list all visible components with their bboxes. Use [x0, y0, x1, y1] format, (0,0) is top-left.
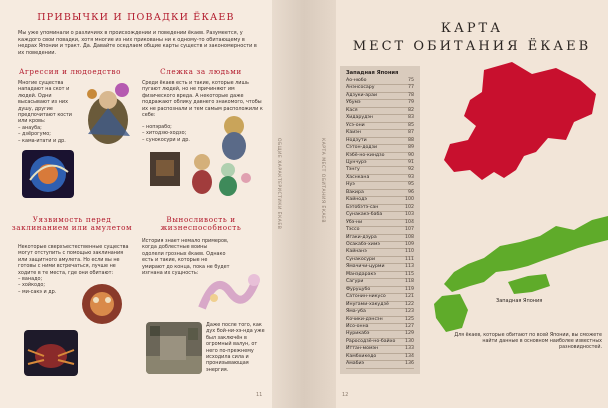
list-item: [346, 100, 414, 107]
right-page: [336, 0, 608, 408]
yokai-name: Анэнсосару: [346, 85, 375, 91]
yokai-name: Кайнанэ: [346, 249, 367, 255]
yokai-name: Сагури: [346, 279, 364, 285]
list-item: [346, 175, 414, 182]
list-item: [346, 279, 414, 286]
list-item: – анауба;: [18, 125, 76, 131]
list-item: – хитодзю-ходзо;: [142, 130, 202, 136]
left-page-number: 11: [256, 392, 263, 398]
list-item: – сунокосури и др.: [142, 137, 202, 143]
yokai-illustration-ornate: [72, 282, 132, 326]
yokai-name: Фуруцубо: [346, 286, 371, 292]
yokai-name: Раросодзё-но-байхо: [346, 338, 396, 344]
left-running-head: ОБЩИЕ ХАРАКТЕРИСТИКИ ЁКАЕВ: [276, 138, 281, 230]
map-title-line2: МЕСТ ОБИТАНИЯ ЁКАЕВ: [352, 39, 592, 54]
yokai-name: Адзуки-араи: [346, 92, 378, 98]
list-header: Западная Япония: [346, 70, 399, 76]
text-surveillance-body: Среди ёкаев есть и такие, которые лишь пугают людей, но не причиняют им физического вреда. А некоторые даже подражают облику давнего знакомого, чтобы их не распознали и тем самым расположили к себе:: [142, 80, 263, 119]
list-item: – нопэрабо;: [142, 124, 202, 130]
yokai-name: Хаснкана: [346, 174, 370, 180]
yokai-location-list: [340, 66, 420, 374]
yokai-name: Сэтон-додзи: [346, 145, 378, 151]
yokai-page: 133: [405, 346, 414, 352]
yokai-name: Инугами-хакудзё: [346, 301, 389, 307]
yokai-name: Амабиэ: [346, 361, 365, 367]
list-item: [346, 331, 414, 338]
yokai-page: 87: [408, 130, 414, 136]
list-item: [346, 153, 414, 160]
yokai-name: Сатонин-никусо: [346, 294, 386, 300]
list-item: [346, 294, 414, 301]
yokai-page: 89: [408, 145, 414, 151]
intro-paragraph: Мы уже упоминали о различиях в происхождении и поведении ёкаев. Разумеется, у каждого свои повадки, хотя многие из них прикованы ни к одному-то обитающему в недрах Японии и тракт. Да. Давайте оседлаем общие карты существ и закономерности в их поведении.: [18, 30, 257, 56]
yokai-page: 122: [405, 301, 414, 307]
left-page: [0, 0, 272, 408]
yokai-page: 93: [408, 174, 414, 180]
list-item: [346, 145, 414, 152]
yokai-page: 134: [405, 353, 414, 359]
yokai-name: Яма-уба: [346, 309, 366, 315]
yokai-name: Кайнодэ: [346, 197, 367, 203]
list-vulnerability: [18, 276, 68, 295]
list-item: [346, 182, 414, 189]
yokai-page: 127: [405, 323, 414, 329]
list-item: [346, 302, 414, 309]
list-item: – кама-итати и др.: [18, 138, 76, 144]
list-aggression: [18, 125, 76, 144]
yokai-page: 107: [405, 227, 414, 233]
yokai-page: 119: [405, 286, 414, 292]
yokai-name: Манэдаракэ: [346, 271, 376, 277]
yokai-name: Нодзути: [346, 137, 367, 143]
yokai-name: Каиэн: [346, 130, 361, 136]
list-item: [346, 346, 414, 353]
yokai-page: 79: [408, 100, 414, 106]
list-item: [346, 115, 414, 122]
yokai-page: 88: [408, 137, 414, 143]
yokai-page: 77: [408, 85, 414, 91]
yokai-name: Осакабэ-химэ: [346, 241, 380, 247]
text-endurance-note: Даже после того, как дух бой-ни-хэ-нда уже был заключён в огромный валун, от него по-прежнему исходила сила и пронизывающая энергия.: [206, 322, 265, 373]
list-item: [346, 138, 414, 145]
yokai-page: 121: [405, 294, 414, 300]
yokai-name: Исо-онна: [346, 323, 369, 329]
yokai-name: Кася: [346, 107, 358, 113]
yokai-illustration-serpent: [196, 268, 262, 318]
yokai-page: 115: [405, 271, 414, 277]
yokai-name: Камбхикедо: [346, 353, 377, 359]
map-title-line1: КАРТА: [440, 21, 504, 36]
heading-surveillance: Слежка за людьми: [160, 67, 242, 76]
yokai-page: 129: [405, 331, 414, 337]
left-page-title: ПРИВЫЧКИ И ПОВАДКИ ЁКАЕВ: [37, 12, 235, 23]
yokai-page: 100: [405, 197, 414, 203]
yokai-page: 96: [408, 189, 414, 195]
list-item: [346, 317, 414, 324]
list-item: [346, 227, 414, 234]
heading-vulnerability: Уязвимость перед заклинанием или амулетом: [11, 215, 133, 232]
heading-endurance: Выносливость и жизнеспособность: [160, 215, 242, 232]
yokai-illustration-group: [146, 112, 256, 198]
yokai-page: 90: [408, 152, 414, 158]
text-vulnerability-body: Некоторые сверхъестественные существа могут отступить с помощью заклинания или защитного амулета. Но если вы не готовы с ними встречаться, лучше не ходите в те места, где они обитают:: [18, 244, 129, 276]
yokai-page: 111: [405, 256, 414, 262]
list-item: [346, 212, 414, 219]
map-label-west: Западная Япония: [496, 298, 543, 304]
list-item: [346, 197, 414, 204]
list-item: [346, 85, 414, 92]
yokai-page: 136: [405, 361, 414, 367]
yokai-name: Усэ-они: [346, 122, 365, 128]
list-item: [346, 130, 414, 137]
yokai-name: Сунакосури: [346, 256, 376, 262]
yokai-name: Нурикабэ: [346, 331, 370, 337]
map-title: [336, 20, 608, 56]
list-rows: [346, 78, 414, 369]
yokai-name: Цунчурэ: [346, 159, 367, 165]
yokai-name: Ямачичи-цурми: [346, 264, 385, 270]
yokai-name: Кочики-дэнсэн: [346, 316, 383, 322]
yokai-page: 104: [405, 219, 414, 225]
yokai-name: Убэ-ни: [346, 219, 363, 225]
list-item: – ми-сакэ и др.: [18, 289, 68, 295]
yokai-page: 83: [408, 115, 414, 121]
list-item: [346, 309, 414, 316]
yokai-page: 110: [405, 249, 414, 255]
yokai-page: 109: [405, 241, 414, 247]
list-item: – ванадо;: [18, 276, 68, 282]
list-item: [346, 167, 414, 174]
text-endurance-body: История знает немало примеров, когда доблестные воины одолели грозных ёкаев. Однако есть и такие, которые не умирают до конца, пока не будет изгнана их сущность:: [142, 238, 230, 277]
text-aggression: [18, 80, 76, 144]
yokai-illustration-vortex: [22, 150, 74, 198]
book-gutter: [272, 0, 336, 408]
yokai-name: Вакира: [346, 189, 364, 195]
right-running-head: КАРТА МЕСТ ОБИТАНИЯ ЁКАЕВ: [320, 138, 325, 223]
yokai-page: 125: [405, 316, 414, 322]
yokai-page: 118: [405, 279, 414, 285]
map-caption: Для ёкаев, которые обитают по всей Японии, вы сможете найти данные в основном наиболее известных разновидностей.: [454, 333, 602, 351]
yokai-name: Ао-нюбо: [346, 78, 367, 83]
yokai-name: Убумэ: [346, 100, 361, 106]
list-item: [346, 249, 414, 256]
yokai-page: 102: [405, 204, 414, 210]
yokai-page: 92: [408, 167, 414, 173]
yokai-page: 95: [408, 182, 414, 188]
yokai-name: Кэбё-но-киндзо: [346, 152, 385, 158]
list-item: [346, 361, 414, 368]
yokai-name: Бэтобэтэ-сан: [346, 204, 379, 210]
list-item: [346, 235, 414, 242]
yokai-page: 113: [405, 264, 414, 270]
map-region-east: [444, 62, 596, 180]
list-item: [346, 264, 414, 271]
yokai-page: 130: [405, 338, 414, 344]
yokai-page: 85: [408, 122, 414, 128]
yokai-page: 78: [408, 92, 414, 98]
yokai-page: 108: [405, 234, 414, 240]
yokai-page: 91: [408, 159, 414, 165]
yokai-name: Иттан-момэн: [346, 346, 379, 352]
yokai-illustration-old-man: [78, 78, 136, 148]
yokai-name: Тэнгу: [346, 167, 360, 173]
yokai-name: Хидарудэн: [346, 115, 373, 121]
right-page-number: 12: [342, 392, 349, 398]
yokai-name: Нуэ: [346, 182, 355, 188]
yokai-page: 103: [405, 212, 414, 218]
yokai-page: 82: [408, 107, 414, 113]
yokai-illustration-spider: [24, 330, 78, 376]
stone-monument-photo: [146, 322, 202, 374]
yokai-name: Игаки-дзура: [346, 234, 377, 240]
yokai-page: 75: [408, 78, 414, 83]
list-item: – дзёрогумо;: [18, 131, 76, 137]
yokai-name: Сунакакэ-баба: [346, 212, 383, 218]
text-aggression-body: Многие существа нападают на скот и людей. Одни высасывают из них душу, другие предпочитают кости или кровь:: [18, 80, 72, 125]
heading-aggression: Агрессия и людоедство: [18, 67, 122, 76]
list-item: [346, 220, 414, 227]
yokai-name: Тэссо: [346, 227, 360, 233]
map-region-west: [434, 216, 608, 332]
list-item: – хойкодо;: [18, 282, 68, 288]
yokai-page: 123: [405, 309, 414, 315]
